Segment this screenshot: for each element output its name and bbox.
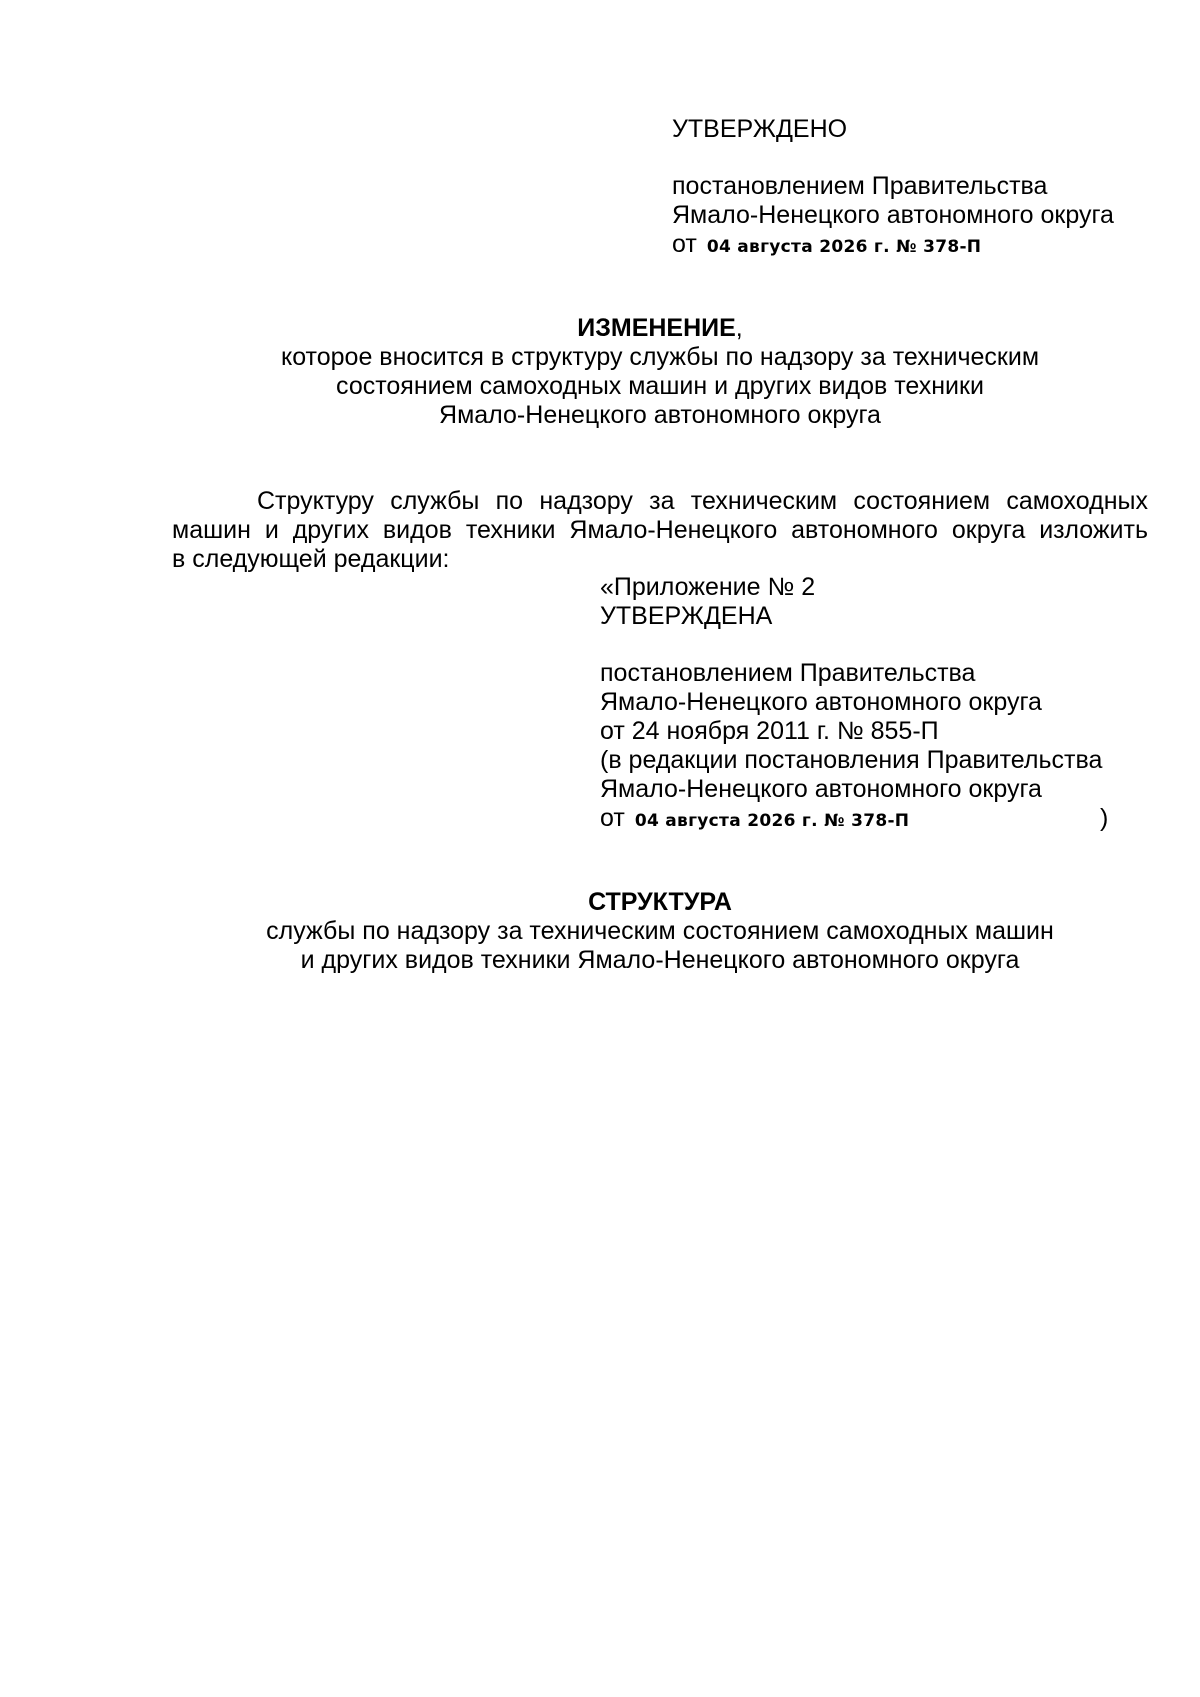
approval-date-prefix: от <box>672 230 697 258</box>
structure-subtitle-line-1: службы по надзору за техническим состоянием самоходных машин <box>266 917 1054 945</box>
change-subtitle-line-2: состоянием самоходных машин и других видов техники <box>336 372 984 400</box>
structure-title: СТРУКТУРА <box>588 888 732 916</box>
appendix-line-2: УТВЕРЖДЕНА <box>600 602 773 630</box>
change-title-word: ИЗМЕНЕНИЕ <box>577 314 736 342</box>
approval-line-1: постановлением Правительства <box>672 172 1048 200</box>
appendix-line-6: (в редакции постановления Правительства <box>600 746 1103 774</box>
change-title <box>160 314 1160 343</box>
body-paragraph <box>172 487 1148 574</box>
change-subtitle-line-3: Ямало-Ненецкого автономного округа <box>439 401 881 429</box>
appendix-line-4: Ямало-Ненецкого автономного округа <box>600 688 1042 716</box>
body-paragraph-line-2: машин и других видов техники Ямало-Ненецкого автономного округа изложить <box>172 516 1148 544</box>
appendix-line-5: от 24 ноября 2011 г. № 855-П <box>600 717 939 745</box>
structure-subtitle-line-2: и других видов техники Ямало-Ненецкого автономного округа <box>300 946 1020 974</box>
appendix-line-1: «Приложение № 2 <box>600 573 816 601</box>
appendix-line-7: Ямало-Ненецкого автономного округа <box>600 775 1042 803</box>
approval-line-2: Ямало-Ненецкого автономного округа <box>672 201 1114 229</box>
body-paragraph-line-1: Структуру службы по надзору за техническим состоянием самоходных <box>257 487 1148 515</box>
approval-date-value: 04 августа 2026 г. № 378-П <box>706 237 982 257</box>
body-paragraph-line-3: в следующей редакции: <box>172 545 450 573</box>
appendix-close-paren: ) <box>1100 804 1109 832</box>
approval-heading: УТВЕРЖДЕНО <box>672 115 848 143</box>
appendix-line-3: постановлением Правительства <box>600 659 976 687</box>
approval-date-line <box>672 230 981 262</box>
appendix-date-prefix: от <box>600 804 625 832</box>
appendix-date-line <box>600 804 1120 836</box>
appendix-date-value: 04 августа 2026 г. № 378-П <box>634 811 910 831</box>
change-subtitle-line-1: которое вносится в структуру службы по надзору за техническим <box>280 343 1040 371</box>
change-title-comma: , <box>735 314 743 342</box>
